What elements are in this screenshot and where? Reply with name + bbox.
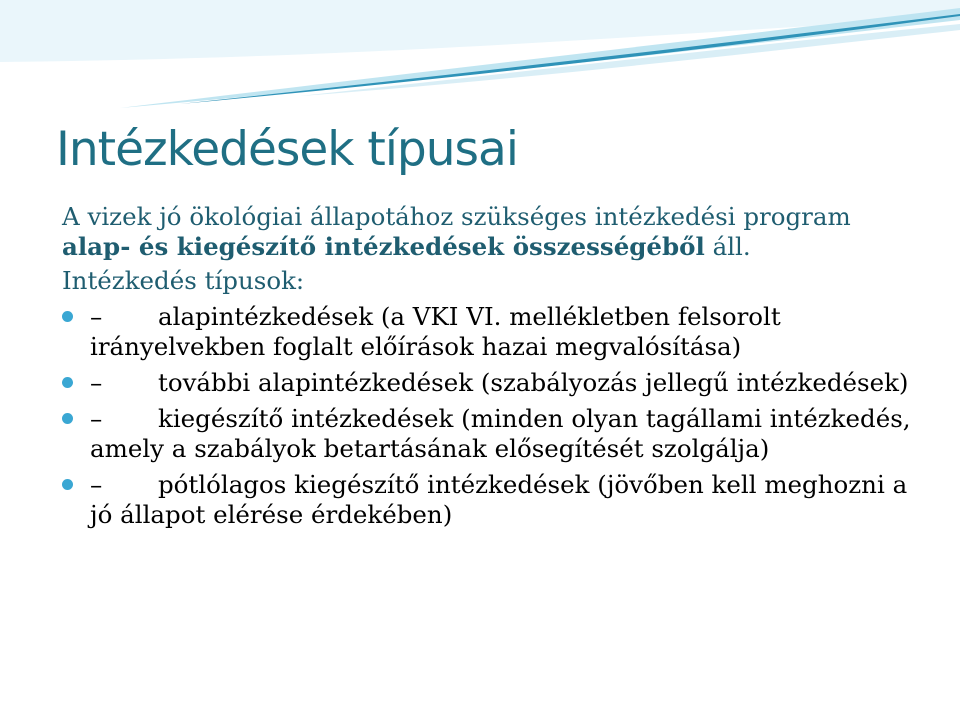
bullet-dash: – xyxy=(90,404,103,433)
intro-text-part1: A vizek jó ökológiai állapotához szükséges intézkedési program xyxy=(62,202,851,231)
list-item xyxy=(62,470,922,530)
bullet-dot-icon xyxy=(62,479,73,490)
bullet-dot-icon xyxy=(62,413,73,424)
intro-paragraph xyxy=(62,202,922,262)
measure-types-list xyxy=(62,302,922,530)
slide-body xyxy=(62,202,922,530)
header-swoosh-decoration xyxy=(0,0,960,110)
bullet-dot-icon xyxy=(62,377,73,388)
bullet-dash: – xyxy=(90,368,103,397)
bullet-dash: – xyxy=(90,470,103,499)
intro-text-part2: áll. xyxy=(704,232,751,261)
list-item xyxy=(62,404,922,464)
types-heading: Intézkedés típusok: xyxy=(62,266,305,295)
list-item xyxy=(62,302,922,362)
bullet-dash: – xyxy=(90,302,103,331)
bullet-text: pótlólagos kiegészítő intézkedések (jövőben kell meghozni a jó állapot elérése érdekében) xyxy=(90,470,908,529)
bullet-text: kiegészítő intézkedések (minden olyan tagállami intézkedés, amely a szabályok betartásának elősegítését szolgálja) xyxy=(90,404,911,463)
bullet-text: alapintézkedések (a VKI VI. mellékletben felsorolt irányelvekben foglalt előírások hazai megvalósítása) xyxy=(90,302,781,361)
list-item xyxy=(62,368,922,398)
bullet-dot-icon xyxy=(62,311,73,322)
intro-text-bold: alap- és kiegészítő intézkedések összességéből xyxy=(62,232,705,261)
slide-title: Intézkedések típusai xyxy=(56,122,518,177)
bullet-text: további alapintézkedések (szabályozás jellegű intézkedések) xyxy=(158,368,909,397)
